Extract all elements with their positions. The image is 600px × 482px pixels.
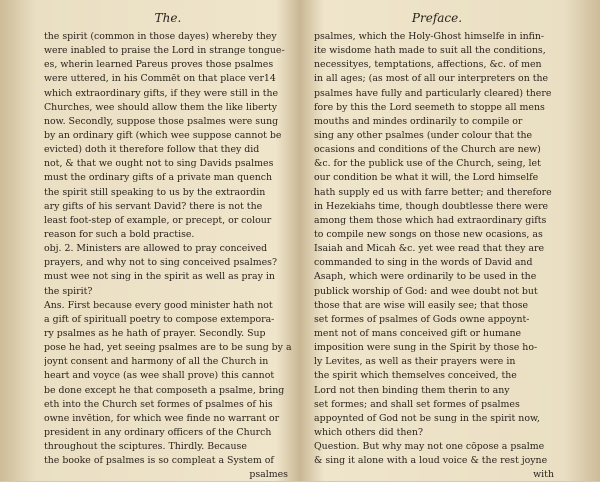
text-line: in Hezekiahs time, though doubtlesse there were bbox=[314, 200, 549, 212]
text-line: must the ordinary gifts of a private man quench bbox=[44, 172, 273, 184]
right-text-body bbox=[314, 30, 560, 468]
text-line: eth into the Church set formes of psalmes of his bbox=[44, 398, 273, 410]
left-page bbox=[0, 0, 300, 481]
text-line: the spirit (common in those dayes) whereby they bbox=[44, 31, 277, 42]
text-line: were uttered, in his Commēt on that place ver14 bbox=[44, 73, 276, 85]
text-line: imposition were sung in the Spirit by those ho- bbox=[314, 342, 538, 354]
left-running-header: The. bbox=[154, 11, 182, 25]
text-line: evicted) doth it therefore follow that they did bbox=[44, 144, 260, 156]
left-text-body bbox=[44, 30, 292, 468]
text-line: necessityes, temptations, affections, &c. of men bbox=[314, 59, 542, 71]
text-line: were inabled to praise the Lord in strange tongue- bbox=[44, 45, 285, 57]
text-line: least foot-step of example, or precept, or colour bbox=[44, 214, 272, 226]
text-line: obj. 2. Ministers are allowed to pray conceived bbox=[44, 243, 268, 255]
text-line: in all ages; (as most of all our interpreters on the bbox=[314, 73, 549, 85]
text-line: psalmes have fully and particularly cleared) there bbox=[314, 87, 552, 99]
text-line: es, wherin learned Pareus proves those psalmes bbox=[44, 59, 274, 71]
text-line: &c. for the publick use of the Church, seing, let bbox=[314, 158, 541, 170]
text-line: Question. But why may not one cōpose a psalme bbox=[314, 441, 545, 453]
text-line: to compile new songs on those new ocasions, as bbox=[314, 228, 543, 240]
text-line: fore by this the Lord seemeth to stoppe all mens bbox=[314, 101, 545, 113]
text-line: a gift of spirituall poetry to compose extempora- bbox=[44, 313, 275, 325]
text-line: now. Secondly, suppose those psalmes were sung bbox=[44, 115, 279, 127]
text-line: publick worship of God: and wee doubt not but bbox=[314, 285, 538, 297]
text-line: Asaph, which were ordinarily to be used in the bbox=[314, 271, 537, 283]
text-line: ite wisdome hath made to suit all the conditions, bbox=[314, 45, 546, 57]
text-line: ment not of mans conceived gift or humane bbox=[314, 327, 522, 339]
text-line: reason for such a bold practise. bbox=[44, 228, 195, 240]
text-line: must wee not sing in the spirit as well as pray in bbox=[44, 271, 275, 283]
text-line: throughout the sciptures. Thirdly. Because bbox=[44, 441, 247, 453]
text-line: heart and voyce (as wee shall prove) this cannot bbox=[44, 370, 275, 382]
left-catchword: psalmes bbox=[249, 469, 288, 481]
text-line: the spirit? bbox=[44, 285, 93, 297]
text-line: hath supply ed us with farre better; and therefore bbox=[314, 186, 552, 198]
text-line: commanded to sing in the words of David and bbox=[314, 257, 533, 269]
text-line: those that are wise will easily see; that those bbox=[314, 299, 529, 311]
text-line: mouths and mindes ordinarily to compile or bbox=[314, 115, 523, 127]
right-page bbox=[300, 0, 600, 481]
text-line: Churches, wee should allow them the like liberty bbox=[44, 101, 278, 113]
text-line: which others did then? bbox=[314, 426, 423, 438]
text-line: president in any ordinary officers of the Church bbox=[44, 426, 272, 438]
right-catchword: with bbox=[533, 469, 554, 481]
text-line: owne invētion, for which wee finde no warrant or bbox=[44, 412, 280, 424]
right-running-header: Preface. bbox=[411, 11, 463, 25]
text-line: ocasions and conditions of the Church are new) bbox=[314, 144, 541, 156]
text-line: psalmes, which the Holy-Ghost himselfe in infin- bbox=[314, 31, 545, 42]
text-line: joynt consent and harmony of all the Church in bbox=[44, 356, 269, 368]
text-line: appoynted of God not be sung in the spirit now, bbox=[314, 412, 540, 424]
text-line: ly Levites, as well as their prayers were in bbox=[314, 356, 516, 368]
text-line: set formes of psalmes of Gods owne appoynt- bbox=[314, 313, 530, 325]
text-line: prayers, and why not to sing conceived psalmes? bbox=[44, 257, 277, 269]
text-line: our condition be what it will, the Lord himselfe bbox=[314, 172, 539, 184]
text-line: sing any other psalmes (under colour that the bbox=[314, 129, 533, 141]
text-line: by an ordinary gift (which wee suppose cannot be bbox=[44, 129, 282, 141]
text-line: ry psalmes as he hath of prayer. Secondly. Sup bbox=[44, 327, 266, 339]
text-line: Ans. First because every good minister hath not bbox=[44, 299, 273, 311]
text-line: among them those which had extraordinary gifts bbox=[314, 214, 547, 226]
text-line: Lord not then binding them therin to any bbox=[314, 384, 510, 396]
text-line: ary gifts of his servant David? there is not the bbox=[44, 200, 263, 212]
text-line: not, & that we ought not to sing Davids psalmes bbox=[44, 158, 274, 170]
text-line: pose he had, yet seeing psalmes are to be sung by a bbox=[44, 342, 292, 354]
text-line: the spirit which themselves conceived, the bbox=[314, 370, 517, 382]
text-line: set formes; and shall set formes of psalmes bbox=[314, 398, 520, 410]
text-line: the spirit still speaking to us by the extraordin bbox=[44, 186, 266, 198]
text-line: be done except he that composeth a psalme, bring bbox=[44, 384, 285, 396]
text-line: & sing it alone with a loud voice & the rest joyne bbox=[314, 455, 548, 467]
text-line: which extraordinary gifts, if they were still in the bbox=[44, 87, 279, 99]
text-line: Isaiah and Micah &c. yet wee read that they are bbox=[314, 243, 545, 255]
text-line: the booke of psalmes is so compleat a System of bbox=[44, 455, 274, 467]
